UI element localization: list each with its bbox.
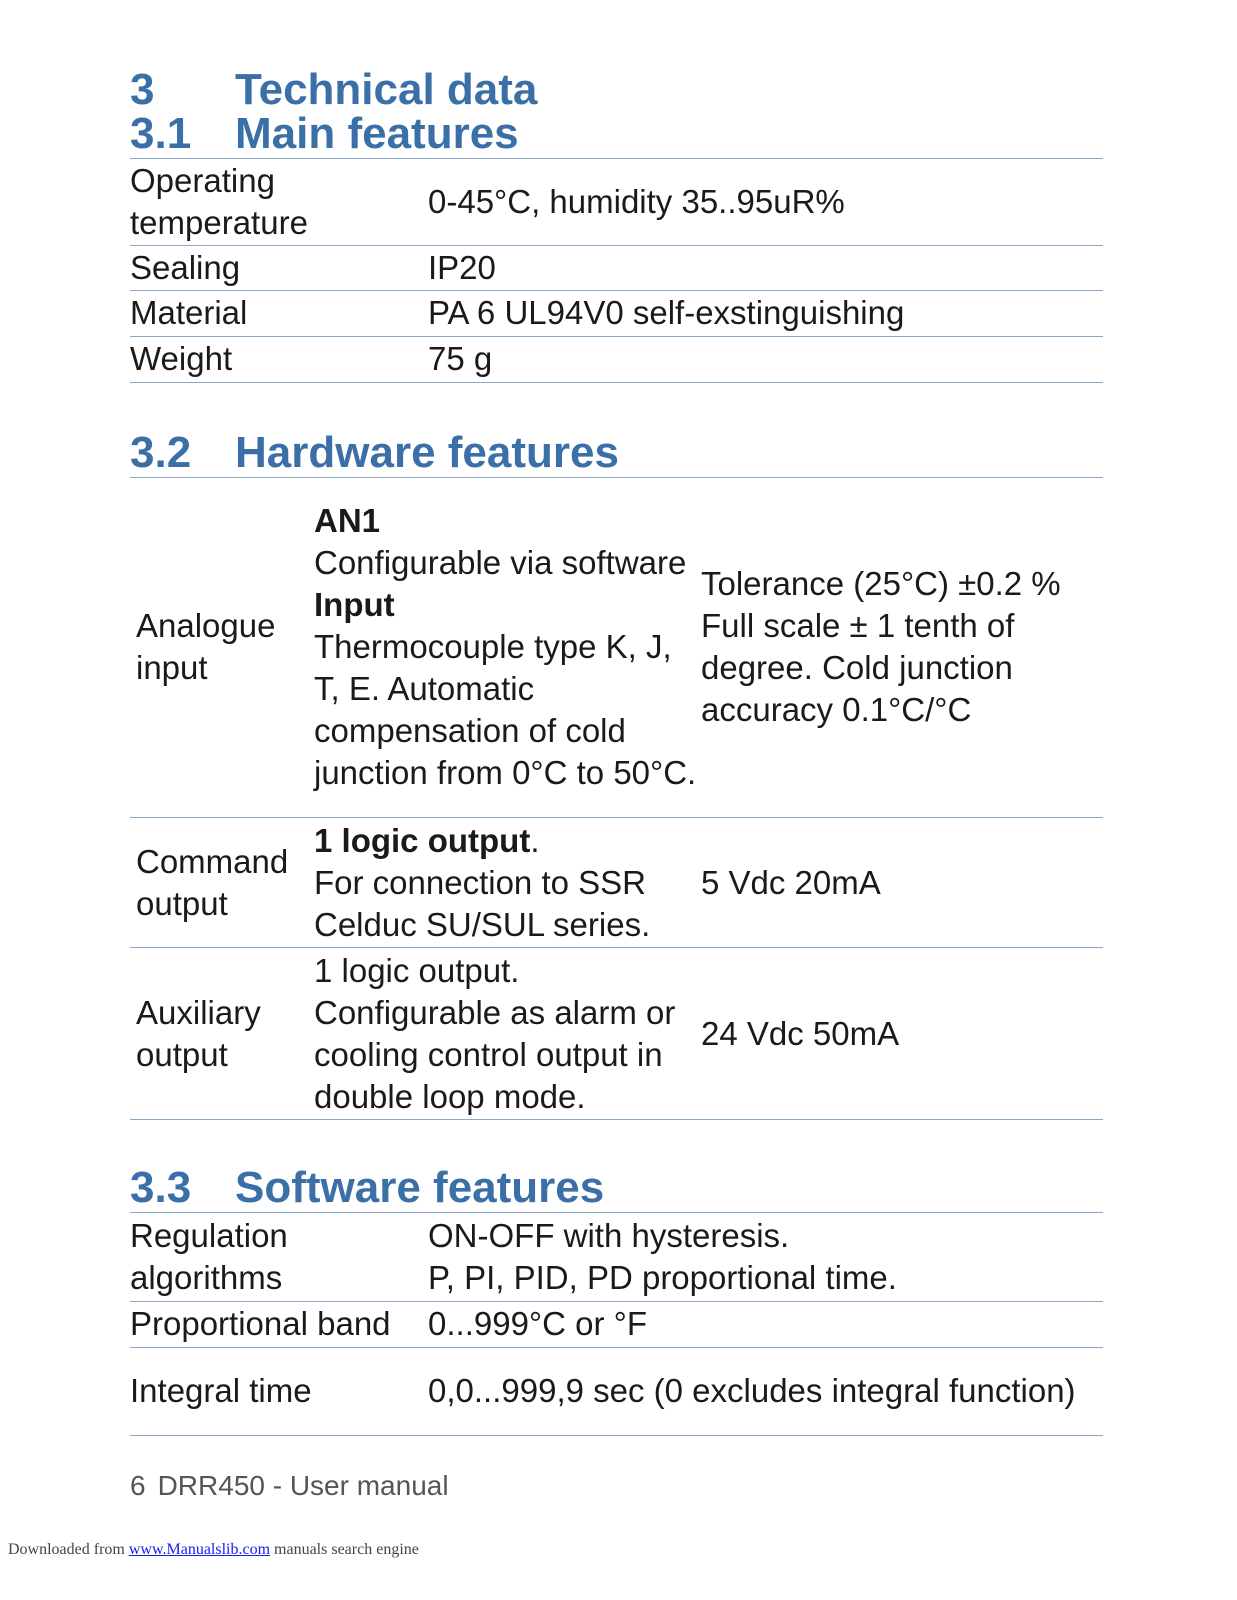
row-description: [314, 478, 701, 818]
subsection-heading-hardware: [130, 427, 1103, 478]
row-label: Proportional band: [130, 1301, 428, 1347]
main-features-table: [130, 159, 1103, 383]
row-label: Analogue input: [130, 478, 314, 818]
row-spec: Tolerance (25°C) ±0.2 % Full scale ± 1 tenth of degree. Cold junction accuracy 0.1°C/°C: [701, 478, 1103, 818]
manual-title: DRR450 - User manual: [157, 1470, 449, 1501]
desc-text: Configurable via software: [314, 544, 687, 582]
page-number: 6: [130, 1470, 146, 1501]
table-row: [130, 478, 1103, 818]
row-label: Operating temperature: [130, 159, 428, 245]
subsection-title: Hardware features: [235, 427, 619, 477]
table-row: [130, 818, 1103, 948]
row-label: Integral time: [130, 1347, 428, 1435]
row-spec: 24 Vdc 50mA: [701, 948, 1103, 1120]
software-features-table: [130, 1213, 1103, 1436]
download-prefix: Downloaded from: [8, 1541, 129, 1558]
subsection-number: 3.2: [130, 427, 192, 477]
table-row: [130, 1347, 1103, 1435]
row-label: Material: [130, 290, 428, 336]
subsection-heading-main: [130, 109, 1103, 159]
section-title: Technical data: [235, 65, 538, 114]
table-row: [130, 1213, 1103, 1301]
row-value: PA 6 UL94V0 self-exstinguishing: [428, 290, 1103, 336]
download-suffix: manuals search engine: [270, 1541, 419, 1558]
row-description: 1 logic output. Configurable as alarm or cooling control output in double loop mode.: [314, 948, 701, 1120]
subsection-heading-software: [130, 1163, 1103, 1213]
desc-heading: Input: [314, 586, 395, 624]
desc-heading: AN1: [314, 502, 381, 540]
table-row: [130, 245, 1103, 290]
row-description: [314, 818, 701, 948]
subsection-number: 3.3: [130, 1163, 192, 1212]
row-value: 0,0...999,9 sec (0 excludes integral function): [428, 1347, 1103, 1435]
desc-heading: 1 logic output: [314, 821, 531, 859]
subsection-number: 3.1: [130, 109, 192, 158]
row-label: Weight: [130, 336, 428, 382]
row-value: 0...999°C or °F: [428, 1301, 1103, 1347]
row-label: Command output: [130, 818, 314, 948]
desc-text: For connection to SSR Celduc SU/SUL series.: [314, 863, 651, 943]
row-value: 0-45°C, humidity 35..95uR%: [428, 159, 1103, 245]
row-value-line: P, PI, PID, PD proportional time.: [428, 1258, 897, 1296]
row-value: IP20: [428, 245, 1103, 290]
manualslib-link[interactable]: www.Manualslib.com: [128, 1541, 271, 1558]
row-value: 75 g: [428, 336, 1103, 382]
hardware-features-table: [130, 478, 1103, 1121]
page-footer: [130, 1470, 449, 1502]
row-label: Sealing: [130, 245, 428, 290]
download-notice: [8, 1541, 419, 1559]
row-label: Auxiliary output: [130, 948, 314, 1120]
table-row: [130, 290, 1103, 336]
table-row: [130, 159, 1103, 245]
page: [130, 65, 1103, 1436]
row-value: [428, 1213, 1103, 1301]
row-label: Regulation algorithms: [130, 1213, 428, 1301]
table-row: [130, 1301, 1103, 1347]
desc-text: Thermocouple type K, J, T, E. Automatic compensation of cold junction from 0°C to 50°C.: [314, 628, 697, 792]
row-spec: 5 Vdc 20mA: [701, 818, 1103, 948]
subsection-title: Main features: [235, 109, 519, 158]
subsection-title: Software features: [235, 1163, 605, 1212]
section-heading: [130, 65, 1103, 114]
desc-punct: .: [530, 821, 540, 859]
row-value-line: ON-OFF with hysteresis.: [428, 1216, 790, 1254]
table-row: [130, 336, 1103, 382]
table-row: [130, 948, 1103, 1120]
section-number: 3: [130, 65, 155, 114]
